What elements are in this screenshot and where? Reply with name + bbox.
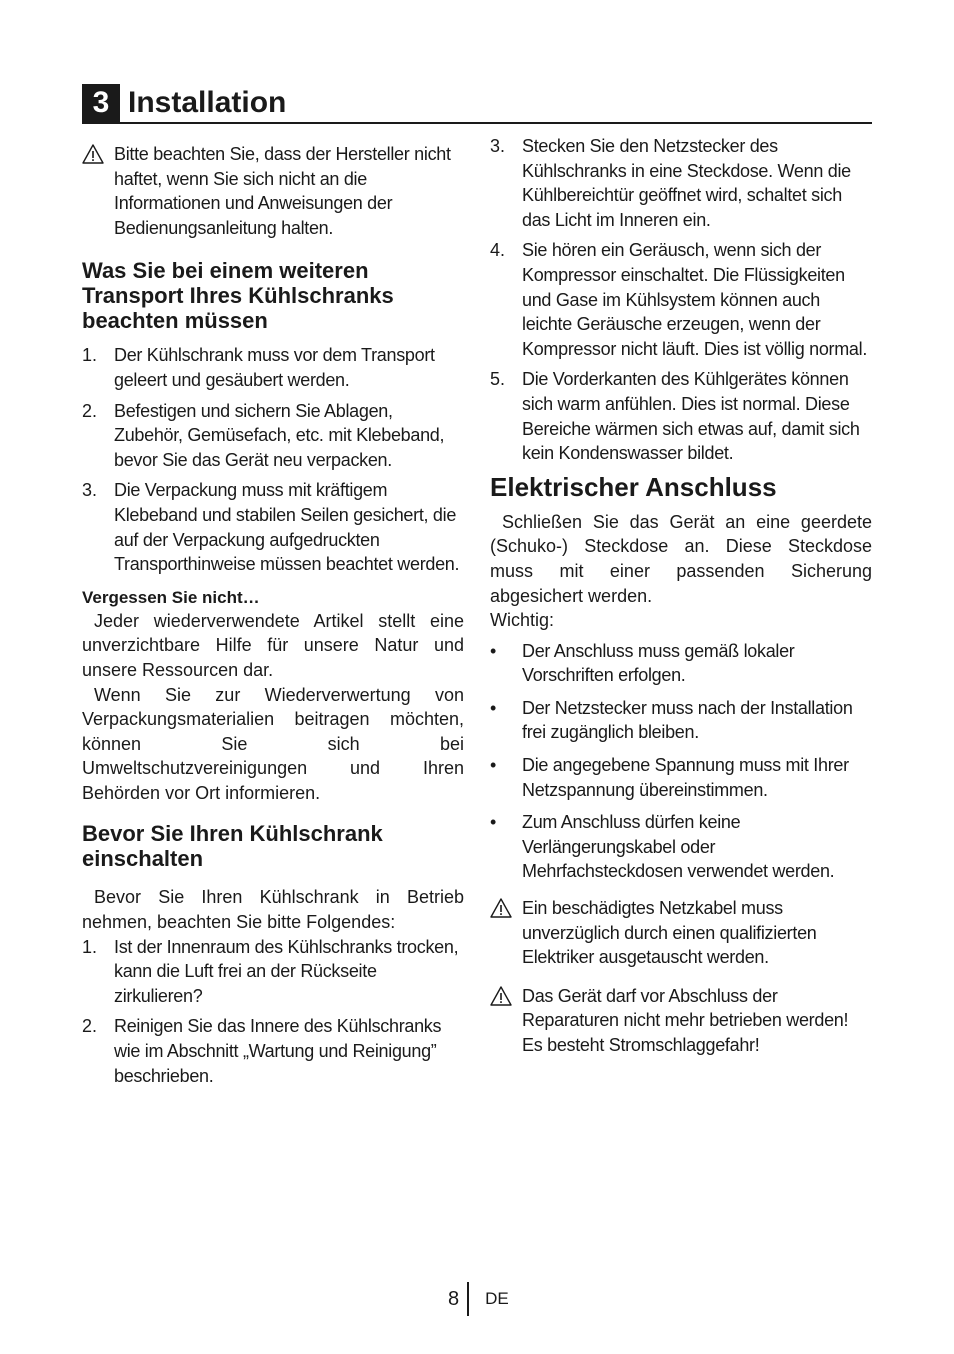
electric-heading: Elektrischer Anschluss xyxy=(490,471,777,502)
list-item: 2. Reinigen Sie das Innere des Kühlschranks wie im Abschnitt „Wartung und Reinigung” beschrieben. xyxy=(82,1016,442,1086)
chapter-header xyxy=(82,82,872,124)
list-item: 1. Der Kühlschrank muss vor dem Transport geleert und gesäubert werden. xyxy=(82,345,435,390)
warning-icon xyxy=(490,896,514,925)
recycling-paragraph: Jeder wiederverwendete Artikel stellt eine unverzichtbare Hilfe für unsere Natur und unsere Ressourcen dar. xyxy=(82,610,464,680)
important-label: Wichtig: xyxy=(490,610,555,631)
startup-list xyxy=(490,134,872,466)
warning-text: Bitte beachten Sie, dass der Hersteller nicht haftet, wenn Sie sich nicht an die Informationen und Anweisungen der Bedienungsanleitung halten. xyxy=(114,144,451,238)
warning-text: Das Gerät darf vor Abschluss der Reparaturen nicht mehr betrieben werden! Es besteht Stromschlaggefahr! xyxy=(522,985,849,1055)
list-item: 3. Die Verpackung muss mit kräftigem Klebeband und stabilen Seilen gesichert, die auf der Verpackung aufgedruckten Transporthinweise müssen beachtet werden. xyxy=(82,480,460,575)
list-item: 3. Stecken Sie den Netzstecker des Kühlschranks in eine Steckdose. Wenn die Kühlbereichtür geöffnet wird, schaltet sich das Licht im Inneren ein. xyxy=(490,136,851,230)
warning-icon xyxy=(82,142,106,171)
list-item: 2. Befestigen und sichern Sie Ablagen, Zubehör, Gemüsefach, etc. mit Klebeband, bevor Sie das Gerät neu verpacken. xyxy=(82,400,445,470)
transport-heading: Was Sie bei einem weiteren Transport Ihres Kühlschranks beachten müssen xyxy=(82,258,394,334)
electric-bullets xyxy=(490,639,872,884)
list-item: • Die angegebene Spannung muss mit Ihrer Netzspannung übereinstimmen. xyxy=(490,755,849,800)
list-item: 1. Ist der Innenraum des Kühlschranks trocken, kann die Luft frei an der Rückseite zirkulieren? xyxy=(82,936,459,1006)
transport-list xyxy=(82,343,464,576)
left-column xyxy=(82,138,464,1094)
electric-intro: Schließen Sie das Gerät an eine geerdete (Schuko-) Steckdose an. Diese Steckdose muss mit einer passenden Sicherung abgesichert werden. xyxy=(490,511,872,606)
list-item: • Zum Anschluss dürfen keine Verlängerungskabel oder Mehrfachsteckdosen verwendet werden. xyxy=(490,812,835,882)
before-list xyxy=(82,935,464,1089)
before-heading: Bevor Sie Ihren Kühlschrank einschalten xyxy=(82,821,383,872)
chapter-number: 3 xyxy=(82,84,120,122)
repair-warning xyxy=(490,984,872,1058)
page-footer xyxy=(448,1282,509,1316)
right-column xyxy=(490,134,872,1070)
language-code: DE xyxy=(485,1289,509,1308)
list-item: • Der Netzstecker muss nach der Installation frei zugänglich bleiben. xyxy=(490,697,853,743)
warning-icon xyxy=(490,984,514,1013)
recycling-info-paragraph: Wenn Sie zur Wiederverwertung von Verpackungsmaterialien beitragen möchten, können Sie sich bei Umweltschutzvereinigungen und Ihren Behörden vor Ort informieren. xyxy=(82,684,464,803)
before-intro: Bevor Sie Ihren Kühlschrank in Betrieb nehmen, beachten Sie bitte Folgendes: xyxy=(82,887,464,933)
list-item: • Der Anschluss muss gemäß lokaler Vorschriften erfolgen. xyxy=(490,640,795,686)
warning-text: Ein beschädigtes Netzkabel muss unverzüglich durch einen qualifizierten Elektriker ausgetauscht werden. xyxy=(522,898,817,968)
manufacturer-warning xyxy=(82,142,464,240)
list-item: 4. Sie hören ein Geräusch, wenn sich der Kompressor einschaltet. Die Flüssigkeiten und Gase im Kühlsystem können auch leichte Geräusche erzeugen, wenn der Kompressor nicht läuft. Dies ist völlig normal. xyxy=(490,240,868,359)
cable-warning xyxy=(490,896,872,970)
list-item: 5. Die Vorderkanten des Kühlgerätes können sich warm anfühlen. Dies ist normal. Diese Bereiche wärmen sich etwas auf, damit sich kein Kondenswasser bildet. xyxy=(490,369,860,464)
forget-heading: Vergessen Sie nicht… xyxy=(82,587,260,607)
chapter-title: Installation xyxy=(128,86,287,119)
page-number: 8 xyxy=(448,1287,460,1310)
